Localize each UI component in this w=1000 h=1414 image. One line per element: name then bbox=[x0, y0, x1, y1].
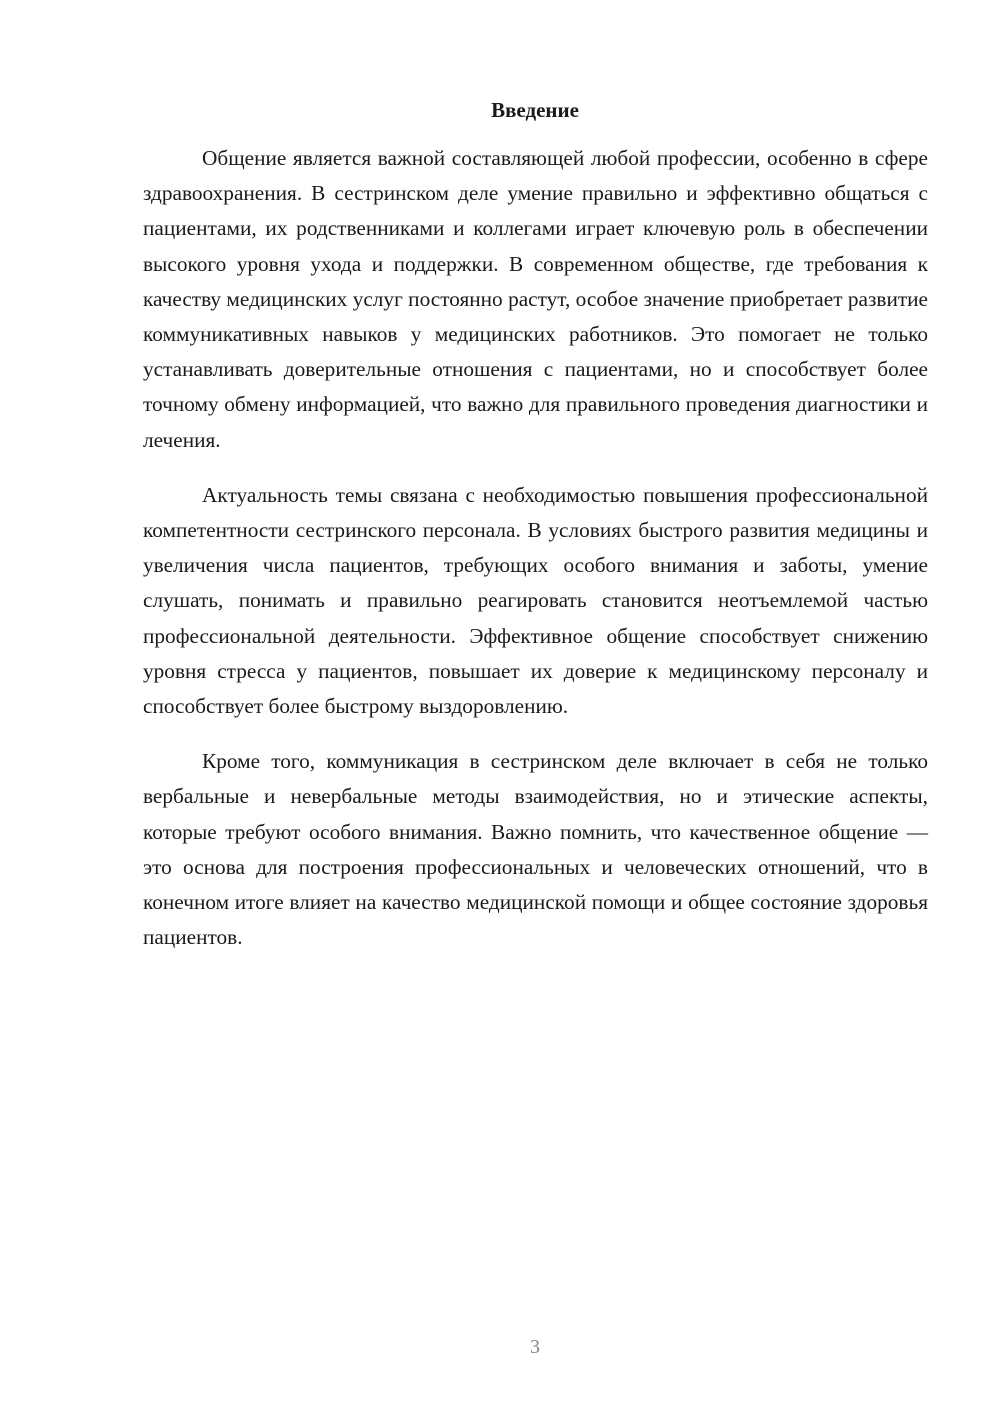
body-text bbox=[143, 141, 928, 975]
paragraph-ethics: Кроме того, коммуникация в сестринском деле включает в себя не только вербальные и невербальные методы взаимодействия, но и этические аспекты, которые требуют особого внимания. Важно помнить, что качественное общение — это основа для построения профессиональных и человеческих отношений, что в конечном итоге влияет на качество медицинской помощи и общее состояние здоровья пациентов. bbox=[143, 749, 928, 950]
paragraph-intro: Общение является важной составляющей любой профессии, особенно в сфере здравоохранения. В сестринском деле умение правильно и эффективно общаться с пациентами, их родственниками и коллегами играет ключевую роль в обеспечении высокого уровня ухода и поддержки. В современном обществе, где требования к качеству медицинских услуг постоянно растут, особое значение приобретает развитие коммуникативных навыков у медицинских работников. Это помогает не только устанавливать доверительные отношения с пациентами, но и способствует более точному обмену информацией, что важно для правильного проведения диагностики и лечения. bbox=[143, 146, 928, 452]
section-heading: Введение bbox=[491, 98, 579, 122]
paragraph-relevance: Актуальность темы связана с необходимостью повышения профессиональной компетентности сестринского персонала. В условиях быстрого развития медицины и увеличения числа пациентов, требующих особого внимания и заботы, умение слушать, понимать и правильно реагировать становится неотъемлемой частью профессиональной деятельности. Эффективное общение способствует снижению уровня стресса у пациентов, повышает их доверие к медицинскому персоналу и способствует более быстрому выздоровлению. bbox=[143, 482, 928, 719]
page-number: 3 bbox=[530, 1336, 540, 1358]
